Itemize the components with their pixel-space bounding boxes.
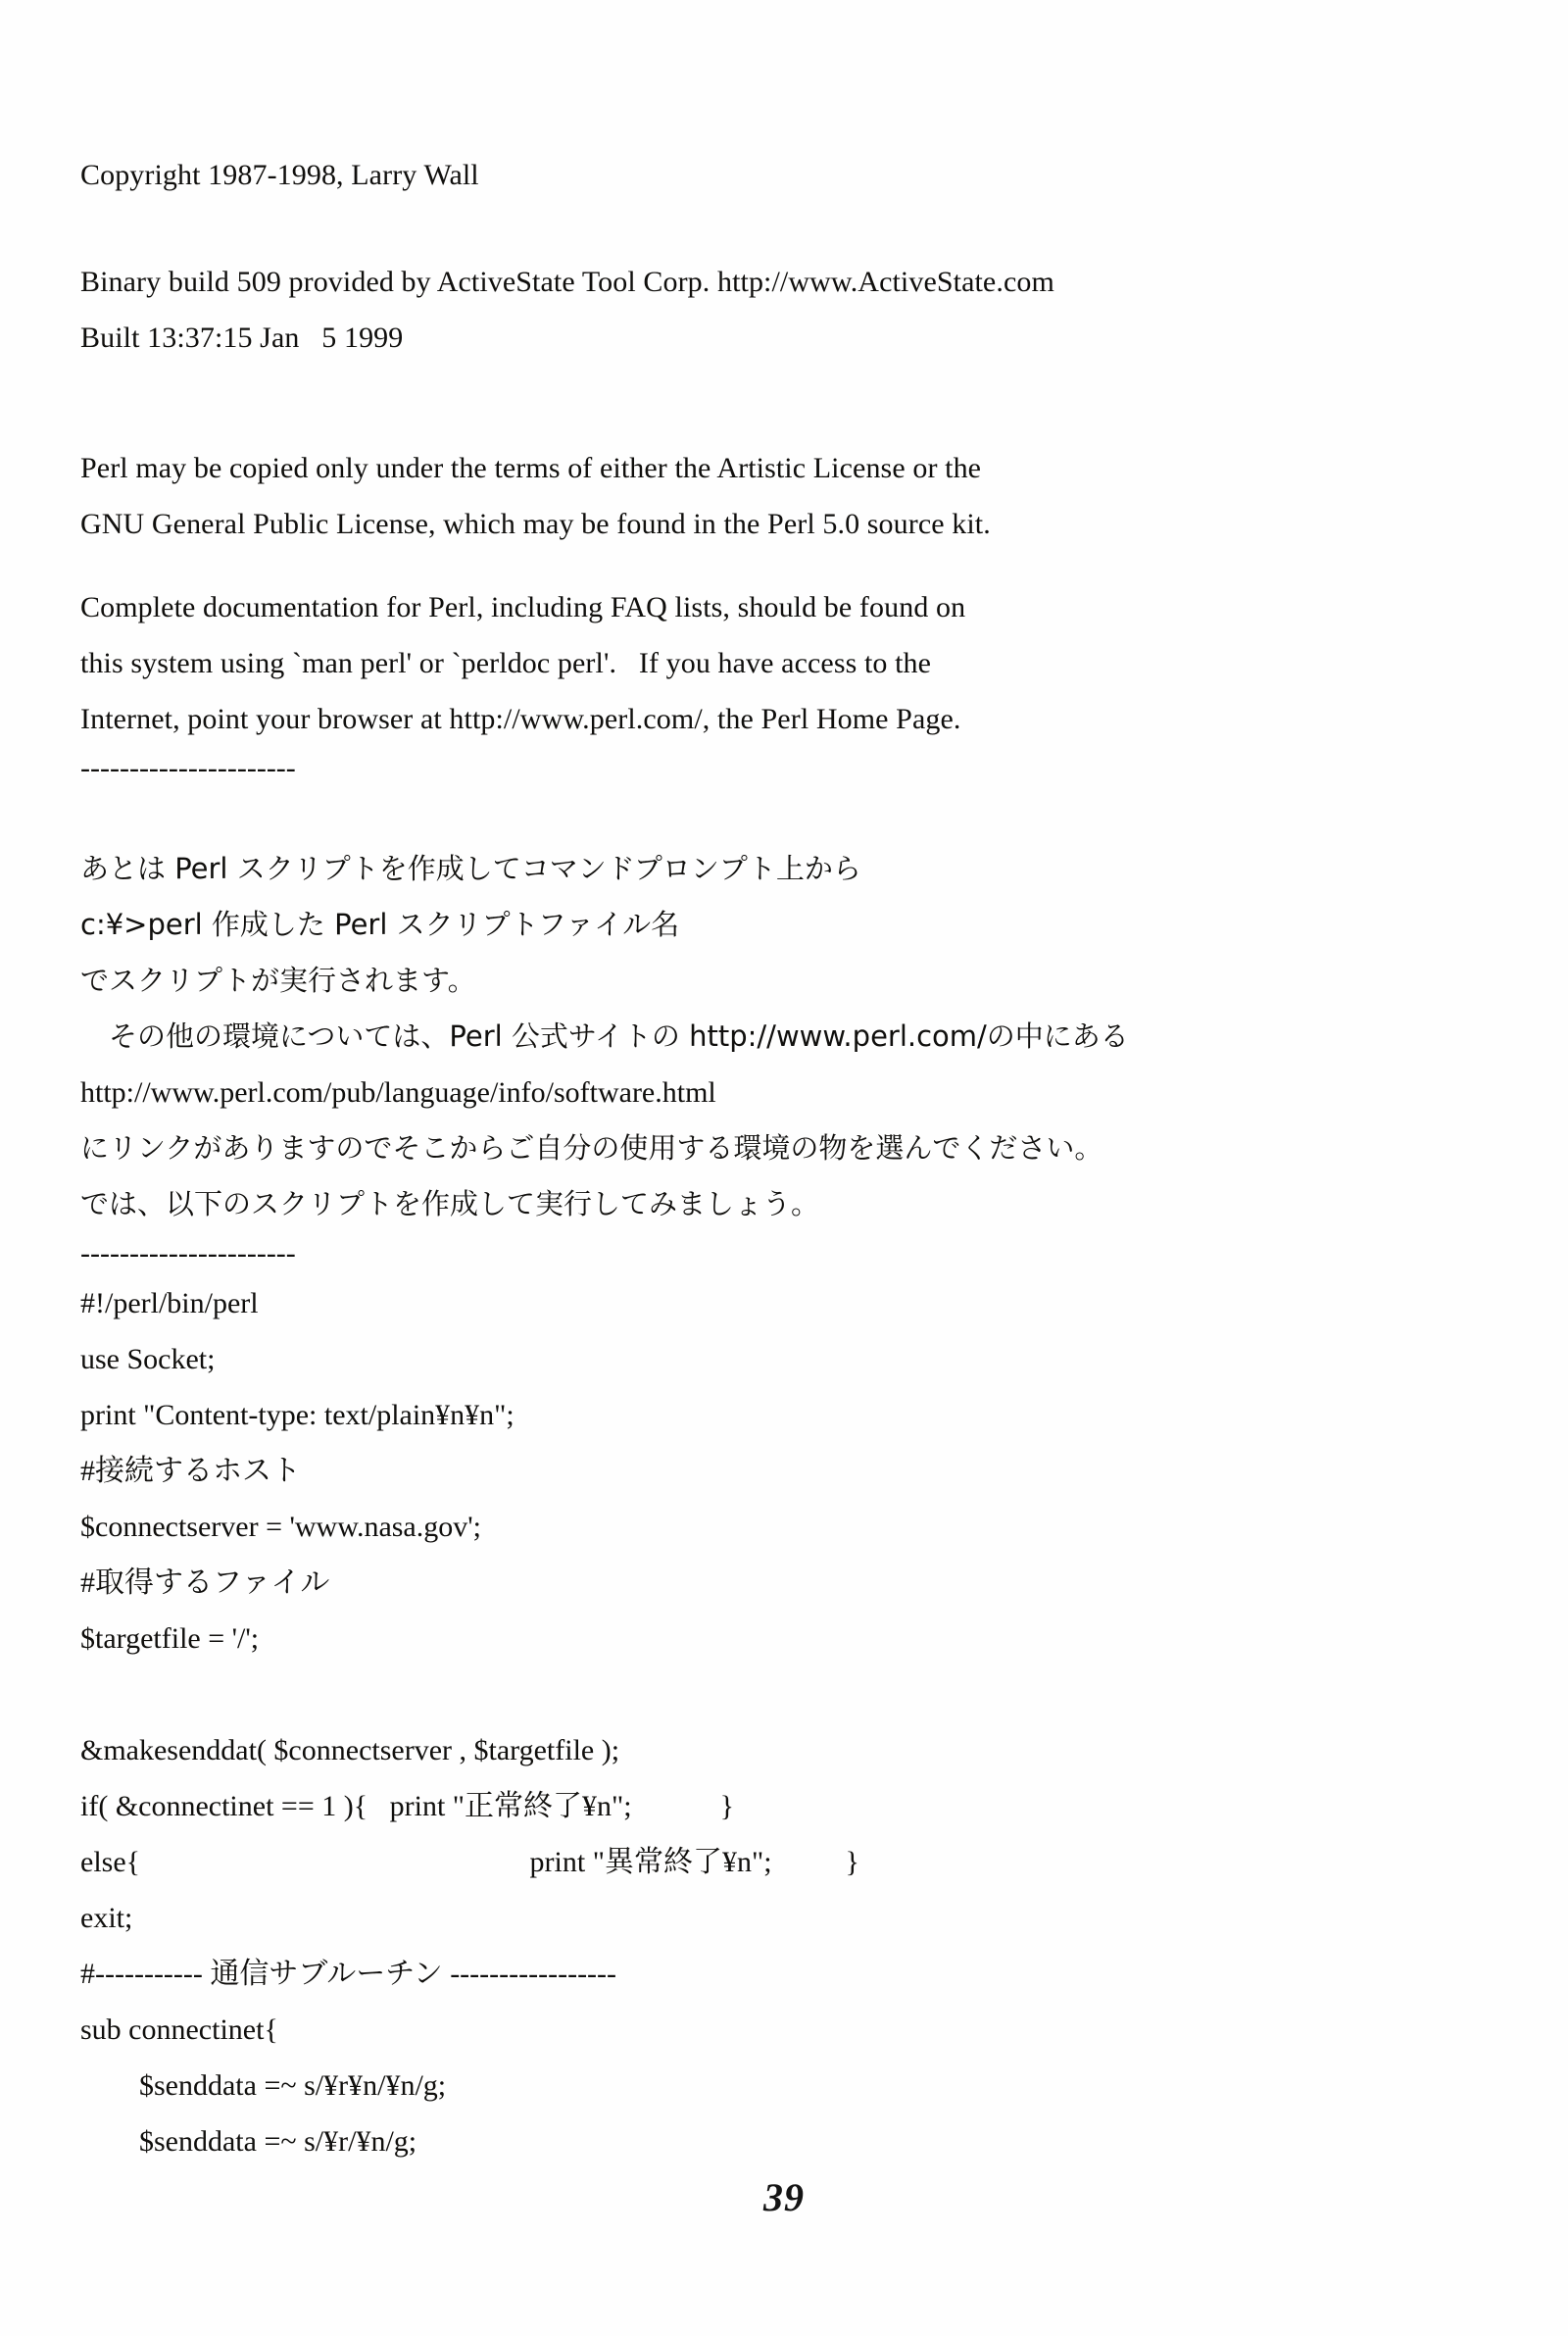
code-line: print "Content-type: text/plain¥n¥n"; <box>80 1399 514 1431</box>
code-block <box>80 1275 1472 2169</box>
code-line: $senddata =~ s/¥r¥n/¥n/g; <box>80 2069 447 2102</box>
code-line: &makesenddat( $connectserver , $targetfile ); <box>80 1734 620 1766</box>
header-block <box>80 147 1472 366</box>
japanese-line-3: でスクリプトが実行されます。 <box>80 964 476 997</box>
page-content <box>80 147 1472 2169</box>
spacer <box>80 366 1472 440</box>
docs-line-3: Internet, point your browser at http://www.perl.com/, the Perl Home Page. <box>80 703 961 735</box>
built-line: Built 13:37:15 Jan 5 1999 <box>80 322 404 354</box>
japanese-line-2: c:¥>perl 作成した Perl スクリプトファイル名 <box>80 908 680 941</box>
code-line: exit; <box>80 1902 133 1934</box>
code-line: $connectserver = 'www.nasa.gov'; <box>80 1511 481 1543</box>
japanese-block <box>80 841 1472 1275</box>
docs-block <box>80 579 1472 790</box>
japanese-line-1: あとは Perl スクリプトを作成してコマンドプロンプト上から <box>80 852 861 885</box>
code-line: sub connectinet{ <box>80 2013 278 2046</box>
license-line-2: GNU General Public License, which may be found in the Perl 5.0 source kit. <box>80 508 991 540</box>
code-line: #----------- 通信サブルーチン ----------------- <box>80 1958 617 1990</box>
binary-build-line: Binary build 509 provided by ActiveState Tool Corp. http://www.ActiveState.com <box>80 266 1054 298</box>
code-line: use Socket; <box>80 1343 216 1375</box>
page-number: 39 <box>763 2175 805 2219</box>
copyright-line: Copyright 1987-1998, Larry Wall <box>80 159 479 191</box>
docs-line-1: Complete documentation for Perl, including FAQ lists, should be found on <box>80 591 966 623</box>
spacer <box>80 203 1472 254</box>
code-line: $senddata =~ s/¥r/¥n/g; <box>80 2125 417 2158</box>
japanese-line-4: その他の環境については、Perl 公式サイトの http://www.perl.com/の中にある <box>80 1019 1129 1053</box>
code-line: else{ print "異常終了¥n"; } <box>80 1846 859 1878</box>
docs-line-2: this system using `man perl' or `perldoc perl'. If you have access to the <box>80 647 932 679</box>
license-line-1: Perl may be copied only under the terms of either the Artistic License or the <box>80 452 982 484</box>
japanese-line-5-url: http://www.perl.com/pub/language/info/software.html <box>80 1076 716 1109</box>
license-block <box>80 440 1472 552</box>
separator-dashes-2: ---------------------- <box>80 1237 296 1269</box>
japanese-line-7: では、以下のスクリプトを作成して実行してみましょう。 <box>80 1187 820 1220</box>
code-line: #!/perl/bin/perl <box>80 1287 259 1319</box>
japanese-line-6: にリンクがありますのでそこからご自分の使用する環境の物を選んでください。 <box>80 1131 1103 1165</box>
code-line: if( &connectinet == 1 ){ print "正常終了¥n"; } <box>80 1790 735 1822</box>
code-line-blank <box>80 1666 1472 1722</box>
code-line: #接続するホスト <box>80 1455 301 1487</box>
code-line: #取得するファイル <box>80 1566 330 1599</box>
spacer <box>80 552 1472 579</box>
spacer <box>80 790 1472 841</box>
code-line: $targetfile = '/'; <box>80 1622 260 1655</box>
separator-dashes-1: ---------------------- <box>80 752 296 784</box>
